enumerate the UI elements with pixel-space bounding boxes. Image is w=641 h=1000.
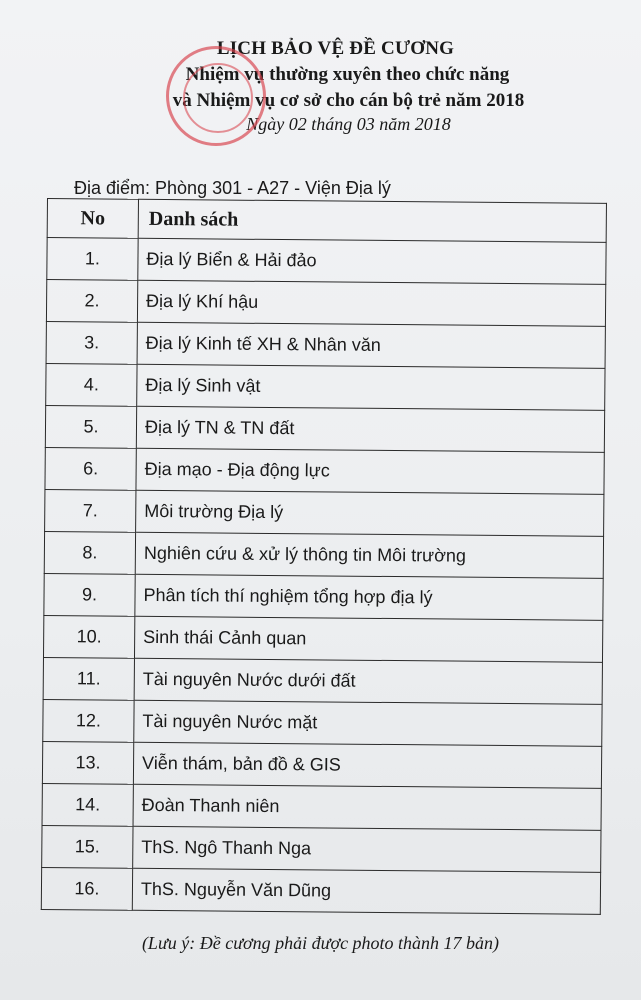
document-title: LỊCH BẢO VỆ ĐỀ CƯƠNG [216,38,455,59]
row-number: 1. [47,238,138,281]
header-no: No [47,199,138,239]
row-name: Địa lý Biển & Hải đảo [138,238,606,284]
table-row [46,321,605,368]
row-name: ThS. Nguyễn Văn Dũng [132,868,600,914]
table-row [43,657,602,704]
table-row [44,573,603,620]
table-row [41,867,600,914]
row-name: Địa lý TN & TN đất [136,406,604,452]
subtitle-line-2: và Nhiệm vụ cơ sở cho cán bộ trẻ năm 2018 [172,90,525,111]
row-number: 3. [46,321,137,364]
row-name: Sinh thái Cảnh quan [134,616,602,662]
row-number: 10. [43,615,134,658]
row-name: Tài nguyên Nước dưới đất [134,658,602,704]
table-row [45,489,604,536]
row-number: 2. [46,280,137,323]
row-number: 11. [43,657,134,700]
header-name: Danh sách [138,199,606,242]
row-number: 12. [43,699,134,742]
table-row [46,280,605,327]
row-number: 9. [44,573,135,616]
row-number: 8. [44,531,135,574]
row-name: Địa lý Kinh tế XH & Nhân văn [137,322,605,368]
row-name: Địa lý Khí hậu [137,280,605,326]
table-header-row [47,199,606,243]
row-number: 13. [42,741,133,784]
footnote: (Lưu ý: Đề cương phải được photo thành 17 bản) [141,933,500,953]
row-name: Nghiên cứu & xử lý thông tin Môi trường [135,532,603,578]
table-row [42,783,601,830]
table-row [46,363,605,410]
location-line: Địa điểm: Phòng 301 - A27 - Viện Địa lý [74,178,391,198]
header [0,38,641,135]
row-name: Địa lý Sinh vật [137,364,605,410]
row-number: 15. [42,825,133,868]
table-row [44,531,603,578]
row-name: ThS. Ngô Thanh Nga [133,826,601,872]
row-name: Đoàn Thanh niên [133,784,601,830]
row-number: 16. [41,867,132,910]
row-number: 4. [46,363,137,406]
subtitle-line-1: Nhiệm vụ thường xuyên theo chức năng [185,64,510,85]
schedule-table [41,198,607,915]
row-name: Viễn thám, bản đồ & GIS [133,742,601,788]
row-number: 6. [45,447,136,490]
row-name: Phân tích thí nghiệm tổng hợp địa lý [135,574,603,620]
row-name: Tài nguyên Nước mặt [134,700,602,746]
row-name: Môi trường Địa lý [136,490,604,536]
official-stamp [166,46,266,146]
row-name: Địa mạo - Địa động lực [136,448,604,494]
table-row [42,825,601,872]
table-row [42,741,601,788]
stamp-inner-ring [183,63,253,133]
table-row [47,238,606,285]
document-date: Ngày 02 tháng 03 năm 2018 [246,114,451,134]
table-row [45,447,604,494]
table-row [43,699,602,746]
row-number: 5. [45,405,136,448]
row-number: 7. [45,489,136,532]
table-row [43,615,602,662]
row-number: 14. [42,783,133,826]
table-row [45,405,604,452]
